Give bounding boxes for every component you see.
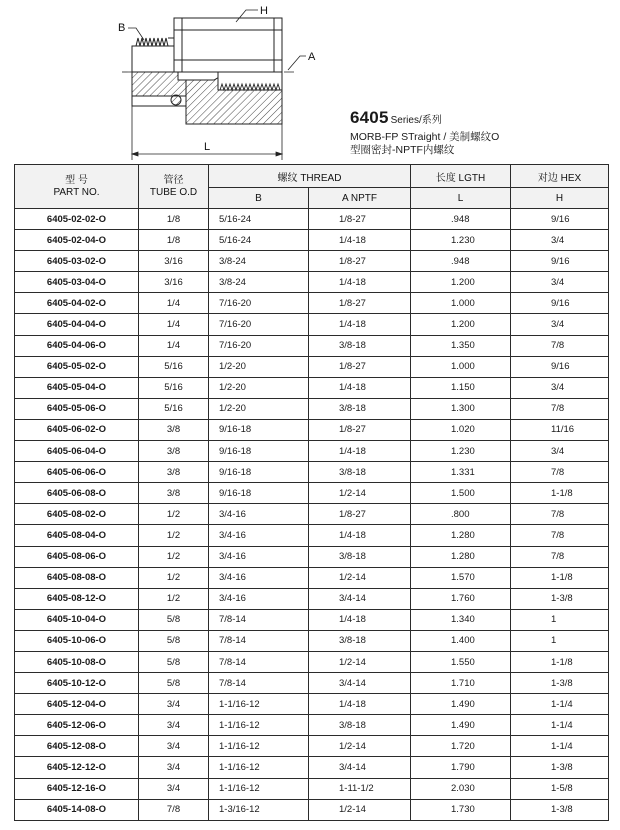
cell-hex: 1-1/4: [511, 736, 609, 757]
leader-a: [288, 56, 306, 70]
cell-thread-a: 3/8-18: [309, 335, 411, 356]
cell-tube-od: 1/4: [139, 293, 209, 314]
cell-length: 1.200: [411, 314, 511, 335]
cell-length: 1.200: [411, 272, 511, 293]
cell-thread-a: 1/8-27: [309, 293, 411, 314]
cell-thread-a: 3/8-18: [309, 630, 411, 651]
cell-part-no: 6405-08-08-O: [15, 567, 139, 588]
cell-hex: 1: [511, 630, 609, 651]
cell-thread-b: 9/16-18: [209, 462, 309, 483]
header-anptf: A NPTF: [309, 188, 411, 209]
cell-thread-a: 1-11-1/2: [309, 778, 411, 799]
cell-hex: 3/4: [511, 314, 609, 335]
cell-thread-b: 9/16-18: [209, 419, 309, 440]
cell-thread-b: 3/4-16: [209, 567, 309, 588]
table-row: [15, 419, 609, 440]
cell-thread-a: 1/8-27: [309, 209, 411, 230]
cell-thread-b: 7/8-14: [209, 673, 309, 694]
cell-thread-a: 1/4-18: [309, 377, 411, 398]
cell-tube-od: 3/8: [139, 483, 209, 504]
cell-hex: 1-3/8: [511, 757, 609, 778]
cell-tube-od: 3/4: [139, 778, 209, 799]
o-ring: [171, 95, 181, 105]
cell-part-no: 6405-12-08-O: [15, 736, 139, 757]
male-thread: [132, 38, 178, 72]
table-row: [15, 504, 609, 525]
header-part-en: PART NO.: [53, 186, 100, 198]
cell-thread-b: 1/2-20: [209, 398, 309, 419]
cell-tube-od: 3/16: [139, 251, 209, 272]
cell-part-no: 6405-14-08-O: [15, 799, 139, 820]
cell-part-no: 6405-06-06-O: [15, 462, 139, 483]
header-h: H: [511, 188, 609, 209]
cell-tube-od: 3/8: [139, 419, 209, 440]
table-row: [15, 778, 609, 799]
cell-length: .800: [411, 504, 511, 525]
cell-part-no: 6405-03-04-O: [15, 272, 139, 293]
cell-tube-od: 5/16: [139, 356, 209, 377]
cell-length: 1.300: [411, 398, 511, 419]
cell-part-no: 6405-05-04-O: [15, 377, 139, 398]
cell-length: 1.500: [411, 483, 511, 504]
cell-length: 1.230: [411, 230, 511, 251]
cell-hex: 7/8: [511, 335, 609, 356]
cell-length: 1.720: [411, 736, 511, 757]
cell-length: 1.000: [411, 293, 511, 314]
table-row: [15, 715, 609, 736]
fitting-cross-section: [118, 0, 328, 162]
table-row: [15, 441, 609, 462]
table-row: [15, 736, 609, 757]
cell-part-no: 6405-10-12-O: [15, 673, 139, 694]
cell-thread-a: 1/2-14: [309, 483, 411, 504]
cell-thread-b: 5/16-24: [209, 209, 309, 230]
cell-thread-b: 7/8-14: [209, 630, 309, 651]
cell-thread-a: 1/4-18: [309, 694, 411, 715]
spec-table-body: [15, 209, 609, 821]
header-b: B: [209, 188, 309, 209]
cell-thread-a: 1/4-18: [309, 441, 411, 462]
table-row: [15, 546, 609, 567]
table-row: [15, 293, 609, 314]
table-row: [15, 588, 609, 609]
cell-thread-b: 9/16-18: [209, 483, 309, 504]
cell-thread-b: 7/16-20: [209, 335, 309, 356]
table-row: [15, 567, 609, 588]
cell-tube-od: 7/8: [139, 799, 209, 820]
product-description: MORB-FP STraight / 美制螺纹O: [350, 131, 500, 143]
cell-thread-b: 7/16-20: [209, 314, 309, 335]
cell-thread-a: 3/8-18: [309, 462, 411, 483]
cell-thread-a: 1/2-14: [309, 651, 411, 672]
cell-tube-od: 3/8: [139, 441, 209, 462]
cell-part-no: 6405-10-06-O: [15, 630, 139, 651]
cell-tube-od: 3/4: [139, 715, 209, 736]
hex-body: [174, 18, 282, 72]
label-b: B: [118, 22, 126, 34]
cell-thread-b: 3/4-16: [209, 504, 309, 525]
cell-thread-b: 3/4-16: [209, 525, 309, 546]
cell-thread-b: 3/4-16: [209, 588, 309, 609]
spec-table: [14, 164, 609, 821]
cell-part-no: 6405-10-08-O: [15, 651, 139, 672]
cell-tube-od: 5/8: [139, 630, 209, 651]
title-block: [350, 108, 610, 157]
cell-length: 1.350: [411, 335, 511, 356]
table-row: [15, 673, 609, 694]
cell-thread-b: 1-1/16-12: [209, 715, 309, 736]
cell-length: 1.331: [411, 462, 511, 483]
header-part-no: [15, 165, 139, 209]
cell-part-no: 6405-05-02-O: [15, 356, 139, 377]
cell-length: 1.570: [411, 567, 511, 588]
cell-thread-b: 1-1/16-12: [209, 757, 309, 778]
table-row: [15, 230, 609, 251]
cell-part-no: 6405-04-02-O: [15, 293, 139, 314]
cell-hex: 3/4: [511, 230, 609, 251]
cell-tube-od: 3/4: [139, 757, 209, 778]
cell-thread-a: 3/8-18: [309, 546, 411, 567]
cell-part-no: 6405-08-04-O: [15, 525, 139, 546]
cell-tube-od: 1/2: [139, 546, 209, 567]
cell-length: 2.030: [411, 778, 511, 799]
cell-length: 1.730: [411, 799, 511, 820]
cell-thread-a: 1/4-18: [309, 272, 411, 293]
cell-part-no: 6405-05-06-O: [15, 398, 139, 419]
cell-hex: 3/4: [511, 441, 609, 462]
cell-thread-b: 3/4-16: [209, 546, 309, 567]
cell-hex: 1-3/8: [511, 673, 609, 694]
cell-tube-od: 3/4: [139, 694, 209, 715]
cell-part-no: 6405-02-04-O: [15, 230, 139, 251]
header-length: 长度 LGTH: [411, 165, 511, 188]
cell-length: 1.790: [411, 757, 511, 778]
cell-tube-od: 5/16: [139, 377, 209, 398]
cell-part-no: 6405-02-02-O: [15, 209, 139, 230]
cell-thread-a: 1/8-27: [309, 419, 411, 440]
cell-hex: 9/16: [511, 209, 609, 230]
cell-tube-od: 5/8: [139, 673, 209, 694]
cell-part-no: 6405-10-04-O: [15, 609, 139, 630]
cell-hex: 9/16: [511, 356, 609, 377]
cell-length: 1.150: [411, 377, 511, 398]
cell-length: 1.760: [411, 588, 511, 609]
table-row: [15, 609, 609, 630]
cell-hex: 1-3/8: [511, 799, 609, 820]
cell-thread-a: 3/8-18: [309, 715, 411, 736]
cell-length: 1.550: [411, 651, 511, 672]
product-description-cont: 型圈密封-NPTF内螺纹: [350, 144, 455, 156]
cell-hex: 11/16: [511, 419, 609, 440]
cell-thread-b: 7/8-14: [209, 651, 309, 672]
table-row: [15, 757, 609, 778]
cell-length: 1.280: [411, 525, 511, 546]
cell-thread-a: 1/4-18: [309, 525, 411, 546]
header-part-cn: 型 号: [65, 174, 88, 186]
cell-hex: 7/8: [511, 398, 609, 419]
header-thread: 螺纹 THREAD: [209, 165, 411, 188]
cell-length: 1.490: [411, 715, 511, 736]
table-row: [15, 251, 609, 272]
table-row: [15, 209, 609, 230]
cell-hex: 9/16: [511, 251, 609, 272]
series-number: 6405: [350, 108, 389, 127]
table-row: [15, 335, 609, 356]
cell-part-no: 6405-12-06-O: [15, 715, 139, 736]
cell-tube-od: 5/16: [139, 398, 209, 419]
cell-tube-od: 1/8: [139, 209, 209, 230]
cell-tube-od: 1/4: [139, 335, 209, 356]
cell-thread-b: 1-3/16-12: [209, 799, 309, 820]
cell-thread-b: 1-1/16-12: [209, 778, 309, 799]
cell-length: 1.400: [411, 630, 511, 651]
cell-thread-a: 3/4-14: [309, 673, 411, 694]
cell-part-no: 6405-08-02-O: [15, 504, 139, 525]
cell-thread-a: 1/2-14: [309, 736, 411, 757]
cell-thread-b: 1-1/16-12: [209, 694, 309, 715]
cell-part-no: 6405-04-04-O: [15, 314, 139, 335]
cell-tube-od: 1/2: [139, 588, 209, 609]
cell-length: 1.340: [411, 609, 511, 630]
header-tube-cn: 管径: [163, 174, 184, 186]
cell-hex: 1-1/8: [511, 651, 609, 672]
cell-part-no: 6405-04-06-O: [15, 335, 139, 356]
cell-thread-a: 1/8-27: [309, 356, 411, 377]
cell-tube-od: 1/4: [139, 314, 209, 335]
table-row: [15, 377, 609, 398]
header-tube-od: [139, 165, 209, 209]
cell-thread-b: 5/16-24: [209, 230, 309, 251]
cell-tube-od: 1/8: [139, 230, 209, 251]
cell-thread-b: 9/16-18: [209, 441, 309, 462]
section-view: [132, 72, 282, 124]
table-row: [15, 462, 609, 483]
cell-thread-a: 3/8-18: [309, 398, 411, 419]
table-row: [15, 651, 609, 672]
cell-thread-a: 3/4-14: [309, 588, 411, 609]
header-hex: 对边 HEX: [511, 165, 609, 188]
cell-part-no: 6405-06-02-O: [15, 419, 139, 440]
header-tube-en: TUBE O.D: [149, 186, 198, 198]
cell-tube-od: 5/8: [139, 651, 209, 672]
cell-hex: 1-1/8: [511, 483, 609, 504]
cell-hex: 7/8: [511, 462, 609, 483]
table-row: [15, 630, 609, 651]
table-row: [15, 525, 609, 546]
cell-tube-od: 1/2: [139, 525, 209, 546]
cell-hex: 1-3/8: [511, 588, 609, 609]
cell-tube-od: 3/4: [139, 736, 209, 757]
cell-thread-b: 3/8-24: [209, 251, 309, 272]
cell-part-no: 6405-03-02-O: [15, 251, 139, 272]
fitting-drawing: [118, 0, 328, 162]
cell-tube-od: 3/16: [139, 272, 209, 293]
cell-part-no: 6405-12-12-O: [15, 757, 139, 778]
cell-thread-b: 3/8-24: [209, 272, 309, 293]
cell-part-no: 6405-08-06-O: [15, 546, 139, 567]
cell-thread-a: 1/2-14: [309, 567, 411, 588]
cell-length: .948: [411, 209, 511, 230]
cell-hex: 3/4: [511, 377, 609, 398]
cell-hex: 1-1/8: [511, 567, 609, 588]
cell-hex: 1: [511, 609, 609, 630]
table-row: [15, 799, 609, 820]
table-row: [15, 272, 609, 293]
cell-part-no: 6405-08-12-O: [15, 588, 139, 609]
cell-hex: 1-5/8: [511, 778, 609, 799]
cell-hex: 1-1/4: [511, 715, 609, 736]
table-row: [15, 314, 609, 335]
cell-hex: 9/16: [511, 293, 609, 314]
cell-hex: 7/8: [511, 546, 609, 567]
cell-thread-b: 1/2-20: [209, 356, 309, 377]
table-row: [15, 483, 609, 504]
cell-thread-a: 1/8-27: [309, 504, 411, 525]
cell-part-no: 6405-06-04-O: [15, 441, 139, 462]
series-title: [350, 108, 610, 131]
cell-tube-od: 1/2: [139, 567, 209, 588]
cell-hex: 7/8: [511, 504, 609, 525]
label-a: A: [308, 51, 316, 63]
cell-thread-b: 1/2-20: [209, 377, 309, 398]
table-row: [15, 356, 609, 377]
cell-hex: 3/4: [511, 272, 609, 293]
cell-part-no: 6405-12-04-O: [15, 694, 139, 715]
cell-thread-a: 1/4-18: [309, 609, 411, 630]
series-label: Series/系列: [390, 115, 442, 126]
cell-length: 1.020: [411, 419, 511, 440]
cell-tube-od: 1/2: [139, 504, 209, 525]
cell-thread-a: 1/2-14: [309, 799, 411, 820]
cell-thread-a: 3/4-14: [309, 757, 411, 778]
cell-thread-a: 1/8-27: [309, 251, 411, 272]
table-row: [15, 398, 609, 419]
cell-thread-a: 1/4-18: [309, 230, 411, 251]
cell-thread-b: 1-1/16-12: [209, 736, 309, 757]
label-l: L: [204, 141, 211, 153]
cell-part-no: 6405-12-16-O: [15, 778, 139, 799]
cell-length: 1.280: [411, 546, 511, 567]
cell-length: 1.490: [411, 694, 511, 715]
cell-part-no: 6405-06-08-O: [15, 483, 139, 504]
cell-tube-od: 5/8: [139, 609, 209, 630]
label-h: H: [260, 5, 268, 17]
cell-length: 1.230: [411, 441, 511, 462]
cell-length: 1.000: [411, 356, 511, 377]
header-l: L: [411, 188, 511, 209]
table-row: [15, 694, 609, 715]
cell-length: 1.710: [411, 673, 511, 694]
cell-thread-a: 1/4-18: [309, 314, 411, 335]
cell-length: .948: [411, 251, 511, 272]
cell-tube-od: 3/8: [139, 462, 209, 483]
cell-hex: 1-1/4: [511, 694, 609, 715]
cell-hex: 7/8: [511, 525, 609, 546]
cell-thread-b: 7/16-20: [209, 293, 309, 314]
cell-thread-b: 7/8-14: [209, 609, 309, 630]
